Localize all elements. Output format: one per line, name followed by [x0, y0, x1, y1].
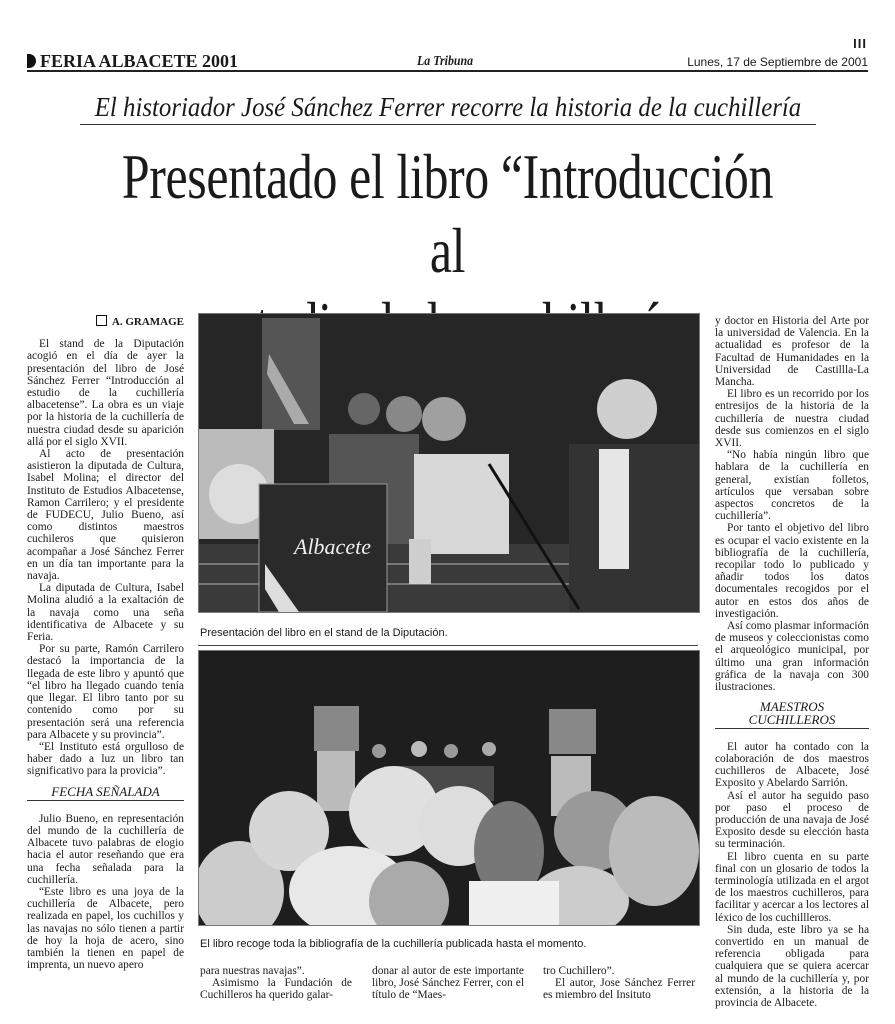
paragraph: El libro cuenta en su parte final con un glosario de todos la terminología utilizada en el argot de los maestros cuchilleros, para facilitar y acercar a los lectores al léxico de los cuchillleros.: [715, 850, 869, 924]
paragraph: Por tanto el objetivo del libro es ocupar el vacio existente en la bibliografía de la cuchillería, recopilar todo lo publicado y añadir todos los datos documentales recogidos por el autor en estos dos años de investigación.: [715, 522, 869, 620]
paragraph: “No había ningún libro que hablara de la cuchillería en general, existían folletos, artículos que versaban sobre aspectos concretos de la cuchillería”.: [715, 449, 869, 523]
newspaper-name: La Tribuna: [417, 54, 474, 69]
article-kicker: El historiador José Sánchez Ferrer recorre la historia de la cuchillería: [80, 92, 816, 125]
paragraph: y doctor en Historia del Arte por la universidad de Valencia. En la actualidad es profesor de la Facultad de Humanidades en la Universidad de Castillla-La Mancha.: [715, 315, 869, 389]
paragraph: Así el autor ha seguido paso por paso el proceso de producción de una navaja de José Exposito desde su elección hasta su terminación.: [715, 789, 869, 851]
photo-panel-image: [199, 651, 699, 925]
page-number: III: [853, 36, 867, 51]
paragraph: donar al autor de este importante libro, José Sánchez Ferrer, con el título de “Maes-: [372, 965, 524, 1002]
paragraph: El libro es un recorrido por los entresijos de la historia de la cuchillería de nuestra ciudad desde sus comienzos en el siglo XVII.: [715, 388, 869, 450]
byline: [27, 315, 184, 328]
section-marker-icon: [27, 54, 36, 68]
headline-line-1: Presentado el libro “Introducción al: [121, 141, 774, 286]
subheading-fecha-senalada: FECHA SEÑALADA: [27, 786, 184, 801]
paragraph: “El Instituto está orgulloso de haber dado a luz un libro tan significativo para la provicia”.: [27, 740, 184, 778]
paragraph: El autor, Jose Sánchez Ferrer es miembro del Insituto: [543, 977, 695, 1002]
section-label: FERIA ALBACETE 2001: [40, 51, 239, 71]
photo-audience: [198, 650, 700, 926]
paragraph: El autor ha contado con la colaboración de dos maestros cuchilleros de Albacete, José Exposito y Abelardo Sarrión.: [715, 740, 869, 790]
photo-panel-image: [199, 314, 699, 612]
svg-text:Albacete: Albacete: [294, 534, 371, 559]
byline-author: A. GRAMAGE: [111, 316, 184, 328]
paragraph: para nuestras navajas”.: [200, 965, 305, 977]
paragraph: Julio Bueno, en representación del mundo de la cuchillería de Albacete tuvo palabras de elogio hacia el autor reseñando que era una fecha señalada para la cuchillería.: [27, 812, 184, 886]
paragraph: tro Cuchillero”.: [543, 965, 615, 977]
column-1: [27, 315, 184, 971]
paragraph: Así como plasmar información de museos y coleccionistas como el arqueológico municipal, por último una gran información gráfica de la navaja con 300 ilustraciones.: [715, 620, 869, 694]
column-5: [715, 315, 869, 1009]
issue-date: Lunes, 17 de Septiembre de 2001: [687, 55, 868, 69]
photo-caption-2: El libro recoge toda la bibliografía de la cuchillería publicada hasta el momento.: [200, 938, 587, 950]
photo-book-presentation: [198, 313, 700, 613]
page-header: [27, 52, 868, 72]
byline-box-icon: [96, 315, 107, 326]
photo-caption-1: Presentación del libro en el stand de la Diputación.: [200, 627, 448, 639]
paragraph: Sin duda, este libro ya se ha convertido en un manual de referencia obligada para cualquiera que se quiera acercar al mundo de la cuchillería y, por extensión, a la historia de la provincia de Albacete.: [715, 923, 869, 1009]
column-4-bottom: [543, 965, 695, 1002]
paragraph: Asimismo la Fundación de Cuchilleros ha querido galar-: [200, 977, 352, 1002]
paragraph: “Este libro es una joya de la cuchillería de Albacete, pero realizada en papel, los cuchillos y las navajas no sólo tienen a partir de hoy la hoja de acero, sino también la tienen en papel de imprenta, un nuevo apero: [27, 885, 184, 972]
section-title: [27, 52, 238, 70]
paragraph: La diputada de Cultura, Isabel Molina aludió a la exaltación de la navaja como una seña identificativa de Albacete y su Feria.: [27, 582, 184, 644]
paragraph: Al acto de presentación asistieron la diputada de Cultura, Isabel Molina; el director del Instituto de Estudios Albacetense, Ramon Carrilero; y el presidente de FUDECU, Julio Bueno, así como distintos maestros cuchileros que quisieron acompañar a José Sánchez Ferrer en un día tan importante para la navaja.: [27, 448, 184, 583]
column-2-bottom: [200, 965, 352, 1002]
paragraph: Por su parte, Ramón Carrilero destacó la importancia de la llegada de este libro y apuntó que “el libro ha llegado cuando tenía que llegar. El libro tanto por su contenido como por su presentación será una referencia para Albacete y su provincia”.: [27, 643, 184, 741]
paragraph: El stand de la Diputación acogió en el día de ayer la presentación del libro de José Sánchez Ferrer “Introducción al estudio de la cuchillería albacetense”. La obra es un viaje por la historia de la cuchillería de nuestra ciudad desde su aparición allá por el siglo XVII.: [27, 338, 184, 448]
divider: [198, 645, 698, 646]
column-3-bottom: [372, 965, 524, 1002]
subheading-maestros-cuchilleros: MAESTROS CUCHILLEROS: [715, 701, 869, 728]
